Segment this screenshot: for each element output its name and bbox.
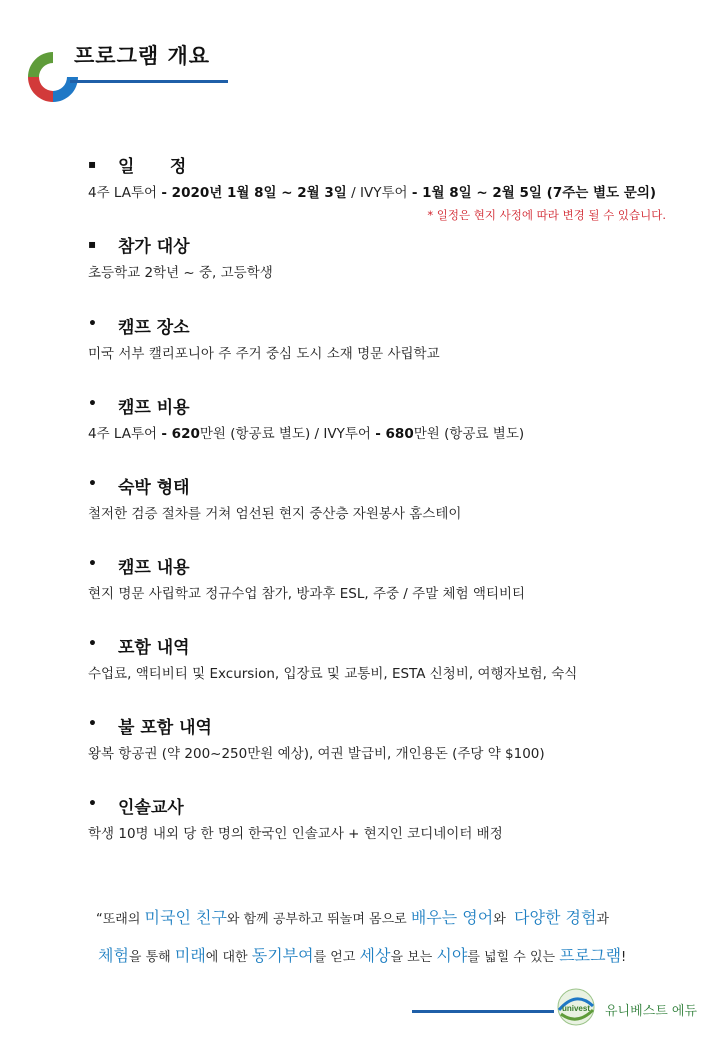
title-underline: [70, 80, 228, 83]
section-heading: [88, 393, 698, 419]
bullet-icon: •: [88, 796, 97, 812]
section-body: [88, 502, 698, 522]
body-text: 미국 서부 캘리포니아 주 주거 중심 도시 소재 명문 사립학교: [88, 346, 440, 362]
quote-highlight: 미국인 친구: [144, 908, 227, 927]
quote-highlight: 동기부여: [251, 946, 314, 965]
quote-text: 와: [493, 912, 515, 927]
footer-divider: [412, 1010, 554, 1013]
section-6: [88, 553, 698, 602]
section-title: 캠프 비용: [118, 398, 190, 418]
section-title: 캠프 장소: [118, 318, 190, 338]
quote-text: 를 얻고: [313, 950, 360, 965]
quote-text: 를 넓힐 수 있는: [467, 950, 560, 965]
section-4: [88, 393, 698, 442]
body-bold-text: - 1월 8일 ~ 2월 5일 (7주는 별도 문의): [411, 185, 657, 201]
quote-text: 에 대한: [205, 950, 252, 965]
univest-globe-icon: [553, 984, 599, 1030]
quote-text: 을 보는: [390, 950, 437, 965]
body-text: / IVY투어: [346, 185, 412, 201]
bullet-icon: ▪: [88, 237, 97, 251]
section-body: [88, 742, 698, 762]
page-title: 프로그램 개요: [74, 44, 211, 68]
quote-highlight: 체험: [98, 946, 129, 965]
body-text: 초등학교 2학년 ~ 중, 고등학생: [88, 265, 273, 281]
section-heading: [88, 313, 698, 339]
section-body: [88, 822, 698, 842]
footer-logo-text: univest: [561, 1004, 591, 1013]
section-heading: [88, 152, 698, 178]
section-heading: [88, 232, 698, 258]
section-title: 참가 대상: [118, 237, 190, 257]
section-2: [88, 232, 698, 281]
bullet-icon: ▪: [88, 157, 97, 171]
section-title: 일 정: [118, 157, 187, 177]
body-bold-text: - 2020년 1월 8일 ~ 2월 3일: [161, 185, 347, 201]
section-8: [88, 713, 698, 762]
quote-text: !: [621, 950, 627, 965]
body-text: 만원 (항공료 별도) / IVY투어: [199, 426, 376, 442]
footer-brand: 유니베스트 에듀: [605, 1004, 698, 1019]
section-3: [88, 313, 698, 362]
bullet-icon: •: [88, 316, 97, 332]
section-5: [88, 473, 698, 522]
section-body: [88, 422, 698, 442]
section-body: [88, 342, 698, 362]
schedule-note: * 일정은 현지 사정에 따라 변경 될 수 있습니다.: [427, 208, 666, 222]
section-title: 포함 내역: [118, 638, 190, 658]
quote-text: 을 통해: [128, 950, 175, 965]
quote-text: “또래의: [96, 912, 145, 927]
quote-highlight: 시야: [436, 946, 468, 965]
section-body: [88, 582, 698, 602]
section-heading: [88, 633, 698, 659]
bullet-icon: •: [88, 716, 97, 732]
quote-highlight: 프로그램: [559, 946, 622, 965]
body-text: 수업료, 액티비티 및 Excursion, 입장료 및 교통비, ESTA 신청비, 여행자보험, 숙식: [88, 666, 578, 682]
body-text: 만원 (항공료 별도): [413, 426, 525, 442]
quote-highlight: 세상: [359, 946, 391, 965]
section-1: [88, 152, 698, 223]
closing-quote: [96, 900, 696, 976]
section-title: 인솔교사: [118, 798, 184, 818]
body-bold-text: - 680: [375, 426, 414, 442]
bullet-icon: •: [88, 636, 97, 652]
section-heading: [88, 473, 698, 499]
quote-text: 와 함께 공부하고 뛰놀며 몸으로: [226, 912, 411, 927]
quote-text: 과: [596, 912, 609, 927]
body-text: 4주 LA투어: [88, 185, 162, 201]
section-body: [88, 261, 698, 281]
quote-highlight: 미래: [174, 946, 206, 965]
body-bold-text: - 620: [161, 426, 200, 442]
section-7: [88, 633, 698, 682]
section-title: 캠프 내용: [118, 558, 190, 578]
section-title: 숙박 형태: [118, 478, 190, 498]
section-heading: [88, 713, 698, 739]
quote-line-2: [98, 938, 696, 976]
section-body: [88, 662, 698, 682]
bullet-icon: •: [88, 476, 97, 492]
body-text: 철저한 검증 절차를 거쳐 엄선된 현지 중산층 자원봉사 홈스테이: [88, 506, 462, 522]
body-text: 4주 LA투어: [88, 426, 162, 442]
bullet-icon: •: [88, 396, 97, 412]
section-heading: [88, 553, 698, 579]
quote-line-1: [96, 900, 696, 938]
bullet-icon: •: [88, 556, 97, 572]
body-text: 왕복 항공권 (약 200~250만원 예상), 여권 발급비, 개인용돈 (주당 약 $100): [88, 746, 545, 762]
section-heading: [88, 793, 698, 819]
body-text: 현지 명문 사립학교 정규수업 참가, 방과후 ESL, 주중 / 주말 체험 액티비티: [88, 586, 526, 602]
body-text: 학생 10명 내외 당 한 명의 한국인 인솔교사 + 현지인 코디네이터 배정: [88, 826, 503, 842]
section-title: 불 포함 내역: [118, 718, 212, 738]
section-9: [88, 793, 698, 842]
quote-highlight: 다양한 경험: [514, 908, 597, 927]
quote-highlight: 배우는 영어: [410, 908, 494, 927]
section-body: [88, 181, 698, 201]
